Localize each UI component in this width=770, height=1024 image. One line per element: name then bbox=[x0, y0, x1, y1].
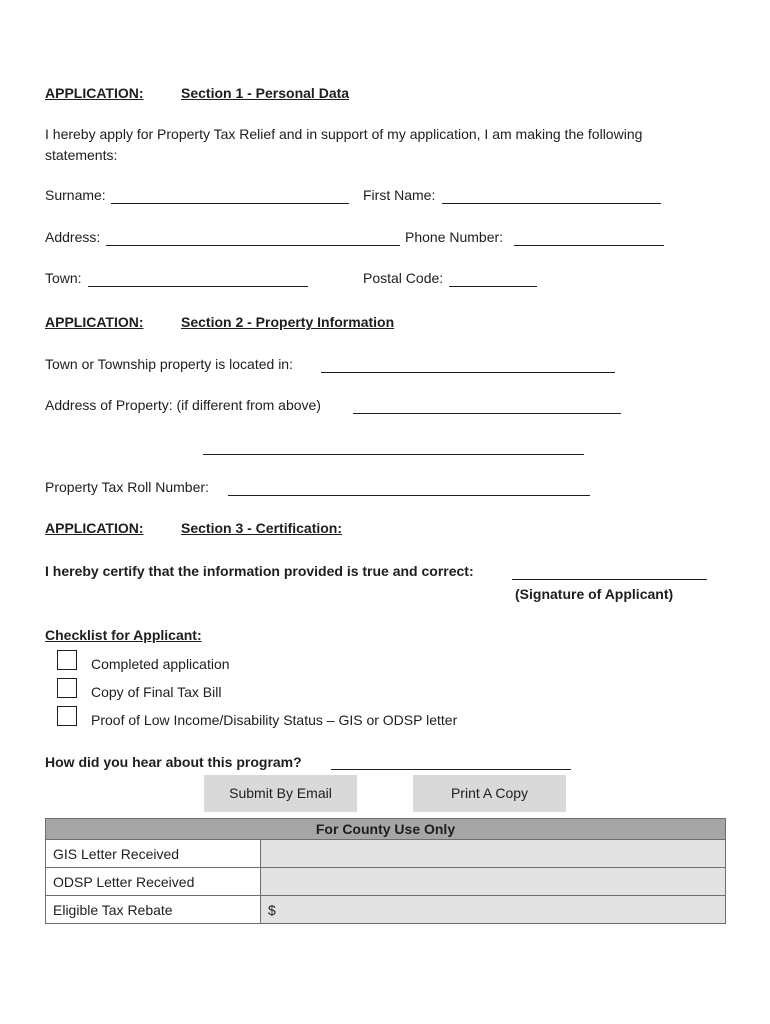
table-row bbox=[46, 868, 726, 896]
checklist-item-label: Proof of Low Income/Disability Status – GIS or ODSP letter bbox=[91, 712, 458, 728]
town-township-label: Town or Township property is located in: bbox=[45, 356, 293, 372]
checklist-item-label: Copy of Final Tax Bill bbox=[91, 684, 222, 700]
hear-about-question: How did you hear about this program? bbox=[45, 754, 302, 770]
phone-field[interactable] bbox=[514, 231, 664, 246]
property-address-label: Address of Property: (if different from above) bbox=[45, 397, 321, 413]
hear-about-field[interactable] bbox=[331, 755, 571, 770]
checklist-item-label: Completed application bbox=[91, 656, 230, 672]
checkbox-final-tax-bill[interactable] bbox=[57, 678, 77, 698]
property-address-field[interactable] bbox=[353, 399, 621, 414]
postal-code-field[interactable] bbox=[449, 272, 537, 287]
tax-roll-field[interactable] bbox=[228, 481, 590, 496]
county-use-table bbox=[45, 818, 726, 924]
intro-text-line2: statements: bbox=[45, 147, 118, 163]
section3-application-label: APPLICATION: bbox=[45, 520, 144, 536]
checkbox-completed-application[interactable] bbox=[57, 650, 77, 670]
section2-title: Section 2 - Property Information bbox=[181, 314, 395, 330]
section1-title: Section 1 - Personal Data bbox=[181, 85, 350, 101]
checklist-title: Checklist for Applicant: bbox=[45, 627, 202, 643]
eligible-tax-rebate-label: Eligible Tax Rebate bbox=[46, 896, 261, 924]
address-field[interactable] bbox=[106, 231, 400, 246]
town-township-field[interactable] bbox=[321, 358, 615, 373]
certify-text: I hereby certify that the information provided is true and correct: bbox=[45, 563, 474, 579]
address-label: Address: bbox=[45, 229, 101, 245]
table-row bbox=[46, 896, 726, 924]
surname-field[interactable] bbox=[111, 189, 349, 204]
postal-code-label: Postal Code: bbox=[363, 270, 444, 286]
county-table-header: For County Use Only bbox=[46, 819, 726, 840]
section1-application-label: APPLICATION: bbox=[45, 85, 144, 101]
town-field[interactable] bbox=[88, 272, 308, 287]
gis-letter-label: GIS Letter Received bbox=[46, 840, 261, 868]
signature-field[interactable] bbox=[512, 565, 707, 580]
odsp-letter-label: ODSP Letter Received bbox=[46, 868, 261, 896]
section3-title: Section 3 - Certification: bbox=[181, 520, 343, 536]
intro-text-line1: I hereby apply for Property Tax Relief and in support of my application, I am making the following bbox=[45, 126, 643, 142]
town-label: Town: bbox=[45, 270, 82, 286]
submit-by-email-button[interactable]: Submit By Email bbox=[204, 775, 357, 812]
eligible-tax-rebate-value[interactable]: $ bbox=[261, 896, 726, 924]
print-a-copy-button[interactable]: Print A Copy bbox=[413, 775, 566, 812]
checkbox-low-income-proof[interactable] bbox=[57, 706, 77, 726]
tax-roll-label: Property Tax Roll Number: bbox=[45, 479, 209, 495]
surname-label: Surname: bbox=[45, 187, 106, 203]
phone-label: Phone Number: bbox=[405, 229, 504, 245]
odsp-letter-value[interactable] bbox=[261, 868, 726, 896]
table-row bbox=[46, 840, 726, 868]
signature-caption: (Signature of Applicant) bbox=[515, 586, 674, 602]
first-name-label: First Name: bbox=[363, 187, 436, 203]
gis-letter-value[interactable] bbox=[261, 840, 726, 868]
first-name-field[interactable] bbox=[442, 189, 661, 204]
section2-application-label: APPLICATION: bbox=[45, 314, 144, 330]
property-address-field-line2[interactable] bbox=[203, 440, 584, 455]
